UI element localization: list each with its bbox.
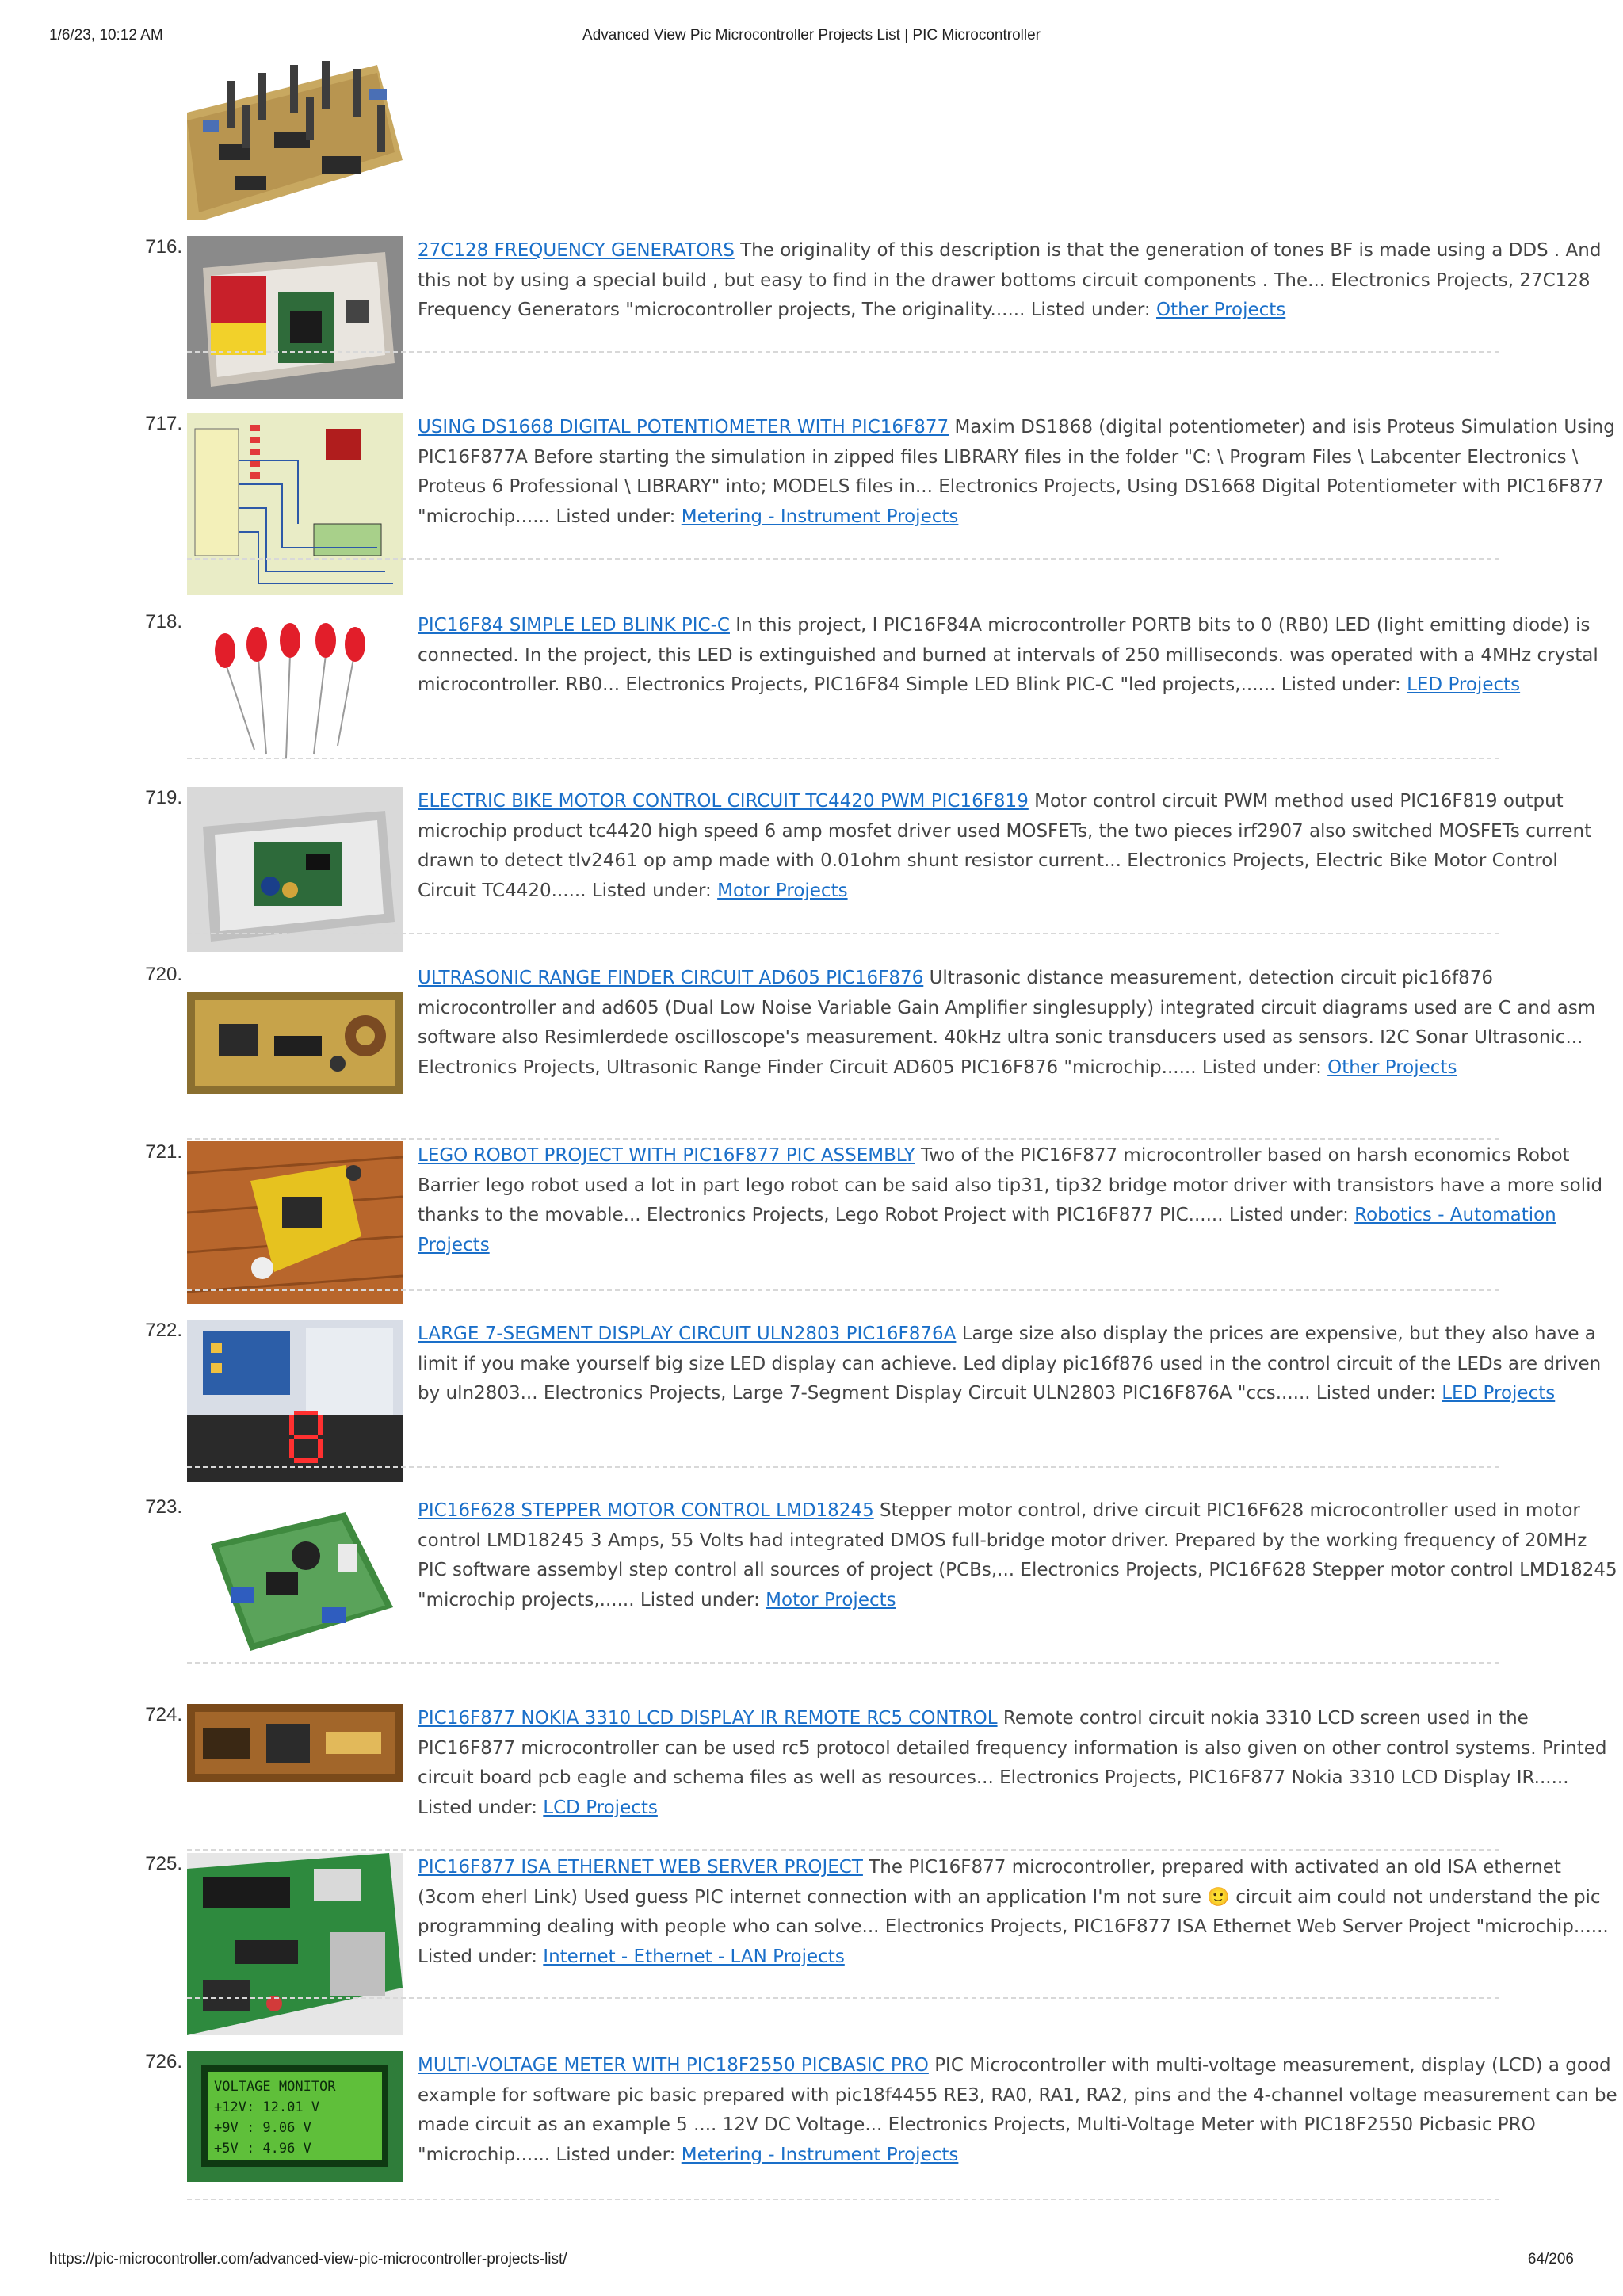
item-title-link[interactable]: ULTRASONIC RANGE FINDER CIRCUIT AD605 PIC16F876 (418, 968, 924, 988)
item-title-link[interactable]: ELECTRIC BIKE MOTOR CONTROL CIRCUIT TC4420 PWM PIC16F819 (418, 791, 1029, 812)
item-number: 718. (145, 611, 182, 632)
listed-under-label: Listed under: (556, 506, 676, 527)
item-thumbnail[interactable] (187, 992, 403, 1094)
item-thumbnail[interactable] (187, 2051, 403, 2182)
item-text (418, 1320, 1618, 1409)
previous-item-thumbnail[interactable] (187, 57, 403, 220)
page-number: 64/206 (1527, 2251, 1574, 2267)
item-text (418, 787, 1618, 906)
item-number: 725. (145, 1853, 182, 1874)
item-description: Two of the PIC16F877 microcontroller based on harsh economics Robot Barrier lego robot used a lot in part lego robot can be said also tip31, tip32 bridge motor driver with transistors have a more solid thanks to the movable... Electronics Projects, Lego Robot Project with PIC16F877 PIC...... (418, 1145, 1603, 1225)
item-divider (187, 933, 1499, 934)
item-description: In this project, I PIC16F84A microcontroller PORTB bits to 0 (RB0) LED (light emitting diode) is connected. In the project, this LED is extinguished and burned at intervals of 250 milliseconds. was operated with a 4MHz crystal microcontroller. RB0... Electronics Projects, PIC16F84 Simple LED Blink PIC-C "led projects,...... (418, 615, 1598, 695)
item-text (418, 1704, 1618, 1823)
lcd-line-3: +9V : 9.06 V (214, 2120, 311, 2136)
item-text (418, 611, 1618, 701)
page-url: https://pic-microcontroller.com/advanced-view-pic-microcontroller-projects-list/ (49, 2251, 567, 2267)
item-title-link[interactable]: PIC16F877 ISA ETHERNET WEB SERVER PROJECT (418, 1857, 863, 1878)
listed-under-label: Listed under: (1030, 300, 1151, 320)
item-number: 719. (145, 787, 182, 808)
item-divider (187, 351, 1499, 353)
listed-under-label: Listed under: (591, 880, 712, 901)
item-category-link[interactable]: Motor Projects (766, 1589, 896, 1610)
item-category-link[interactable]: Metering - Instrument Projects (681, 506, 959, 527)
item-thumbnail[interactable] (187, 1853, 403, 2035)
item-description: Ultrasonic distance measurement, detection circuit pic16f876 microcontroller and ad605 (Dual Low Noise Variable Gain Amplifier singlesupply) integrated circuit diagrams used are C and asm software also Resimlerdede oscilloscope's measurement. 40kHz ultra sonic transducers used as sensors. I2C Sonar Ultrasonic... Electronics Projects, Ultrasonic Range Finder Circuit AD605 PIC16F876 "microchip...... (418, 968, 1596, 1078)
item-title-link[interactable]: USING DS1668 DIGITAL POTENTIOMETER WITH PIC16F877 (418, 417, 949, 437)
item-category-link[interactable]: LED Projects (1442, 1383, 1556, 1404)
listed-under-label: Listed under: (1281, 674, 1401, 695)
item-text (418, 236, 1618, 326)
item-number: 721. (145, 1141, 182, 1163)
listed-under-label: Listed under: (1316, 1383, 1436, 1404)
item-number: 716. (145, 236, 182, 258)
item-number: 723. (145, 1496, 182, 1518)
item-description: Motor control circuit PWM method used PIC16F819 output microchip product tc4420 high speed 6 amp mosfet driver used MOSFETs, the two pieces irf2907 also switched MOSFETs current drawn to detect tlv2461 op amp made with 0.01ohm shunt resistor current... Electronics Projects, Electric Bike Motor Control Circuit TC4420...... (418, 791, 1592, 901)
item-divider (187, 758, 1499, 759)
listed-under-label: Listed under: (1228, 1205, 1349, 1225)
page-title: Advanced View Pic Microcontroller Projects List | PIC Microcontroller (582, 27, 1041, 44)
item-category-link[interactable]: Other Projects (1156, 300, 1286, 320)
item-number: 724. (145, 1704, 182, 1725)
item-category-link[interactable]: Internet - Ethernet - LAN Projects (543, 1946, 845, 1967)
item-description: The PIC16F877 microcontroller, prepared with activated an old ISA ethernet (3com eherl Link) Used guess PIC internet connection with an application I'm not sure 🙂 circuit aim could not understand the pic programming dealing with people who can solve... Electronics Projects, PIC16F877 ISA Ethernet Web Server Project "microchip...... (418, 1857, 1609, 1937)
item-description: The originality of this description is that the generation of tones BF is made using a DDS . And this not by using a special build , but easy to find in the drawer bottoms circuit components . The... Electronics Projects, 27C128 Frequency Generators "microcontroller projects, The originality...... (418, 240, 1602, 320)
listed-under-label: Listed under: (418, 1797, 537, 1818)
listed-under-label: Listed under: (1201, 1056, 1322, 1078)
item-divider (187, 1138, 1499, 1140)
item-number: 717. (145, 413, 182, 434)
item-category-link[interactable]: Motor Projects (717, 880, 848, 901)
item-title-link[interactable]: 27C128 FREQUENCY GENERATORS (418, 240, 735, 261)
item-thumbnail[interactable] (187, 1704, 403, 1782)
listed-under-label: Listed under: (640, 1589, 760, 1610)
lcd-line-1: VOLTAGE MONITOR (214, 2079, 336, 2095)
item-category-link[interactable]: Metering - Instrument Projects (681, 2144, 959, 2165)
item-text (418, 1141, 1618, 1260)
item-title-link[interactable]: PIC16F628 STEPPER MOTOR CONTROL LMD18245 (418, 1500, 874, 1521)
item-thumbnail[interactable] (187, 236, 403, 399)
item-number: 720. (145, 964, 182, 985)
item-title-link[interactable]: LEGO ROBOT PROJECT WITH PIC16F877 PIC ASSEMBLY (418, 1145, 915, 1166)
item-category-link[interactable]: LCD Projects (543, 1797, 658, 1818)
item-divider (187, 1997, 1499, 1999)
listed-under-label: Listed under: (556, 2144, 676, 2165)
item-number: 726. (145, 2051, 182, 2073)
item-divider (187, 558, 1499, 560)
item-text (418, 1496, 1618, 1615)
item-category-link[interactable]: Robotics - Automation Projects (418, 1205, 1556, 1255)
item-divider (187, 1662, 1499, 1664)
item-thumbnail[interactable] (187, 1141, 403, 1304)
item-description: Large size also display the prices are expensive, but they also have a limit if you make yourself big size LED display can achieve. Led diplay pic16f876 used in the control circuit of the LEDs are driven by uln2803... Electronics Projects, Large 7-Segment Display Circuit ULN2803 PIC16F876A "ccs...... (418, 1324, 1602, 1404)
item-description: Maxim DS1868 (digital potentiometer) and isis Proteus Simulation Using PIC16F877A Before starting the simulation in zipped files LIBRARY files in the folder "C: \ Program Files \ Labcenter Electronics \ Proteus 6 Professional \ LIBRARY" into; MODELS files in... Electronics Projects, Using DS1668 Digital Potentiometer with PIC16F877 "microchip...... (418, 417, 1615, 527)
item-thumbnail[interactable] (187, 611, 403, 766)
item-description: Remote control circuit nokia 3310 LCD screen used in the PIC16F877 microcontroller can be used rc5 protocol detailed frequency information is also given on other control systems. Printed circuit board pcb eagle and schema files as well as resources... Electronics Projects, PIC16F877 Nokia 3310 LCD Display IR...... (418, 1708, 1607, 1788)
lcd-line-4: +5V : 4.96 V (214, 2141, 311, 2157)
item-divider (187, 1466, 1499, 1468)
item-divider (187, 2199, 1499, 2200)
item-thumbnail[interactable] (187, 1496, 403, 1659)
item-text (418, 1853, 1618, 1972)
item-category-link[interactable]: Other Projects (1327, 1056, 1457, 1078)
item-category-link[interactable]: LED Projects (1407, 674, 1521, 695)
item-thumbnail[interactable] (187, 1320, 403, 1482)
item-title-link[interactable]: PIC16F877 NOKIA 3310 LCD DISPLAY IR REMOTE RC5 CONTROL (418, 1708, 998, 1729)
item-description: PIC Microcontroller with multi-voltage measurement, display (LCD) a good example for software pic basic prepared with pic18f4455 RE3, RA0, RA1, RA2, pins and the 4-channel voltage measurement can be made circuit as an example 5 .... 12V DC Voltage... Electronics Projects, Multi-Voltage Meter with PIC18F2550 Picbasic PRO "microchip...... (418, 2055, 1617, 2165)
print-datetime: 1/6/23, 10:12 AM (49, 27, 163, 44)
item-number: 722. (145, 1320, 182, 1341)
item-text (418, 2051, 1618, 2170)
item-text (418, 964, 1618, 1083)
item-title-link[interactable]: MULTI-VOLTAGE METER WITH PIC18F2550 PICBASIC PRO (418, 2055, 929, 2076)
item-text (418, 413, 1618, 532)
item-thumbnail[interactable] (187, 787, 403, 952)
item-divider (187, 1289, 1499, 1291)
item-title-link[interactable]: LARGE 7-SEGMENT DISPLAY CIRCUIT ULN2803 PIC16F876A (418, 1324, 957, 1344)
listed-under-label: Listed under: (418, 1946, 537, 1967)
lcd-line-2: +12V: 12.01 V (214, 2099, 320, 2115)
item-divider (187, 1849, 1499, 1851)
item-description: Stepper motor control, drive circuit PIC16F628 microcontroller used in motor control LMD18245 3 Amps, 55 Volts had integrated DMOS full-bridge motor driver. Prepared by the working frequency of 20MHz PIC software assembyl step control all sources of project (PCBs,... Electronics Projects, PIC16F628 Stepper motor control LMD18245 "microchip projects,...... (418, 1500, 1617, 1610)
item-title-link[interactable]: PIC16F84 SIMPLE LED BLINK PIC-C (418, 615, 730, 636)
item-thumbnail[interactable] (187, 413, 403, 595)
